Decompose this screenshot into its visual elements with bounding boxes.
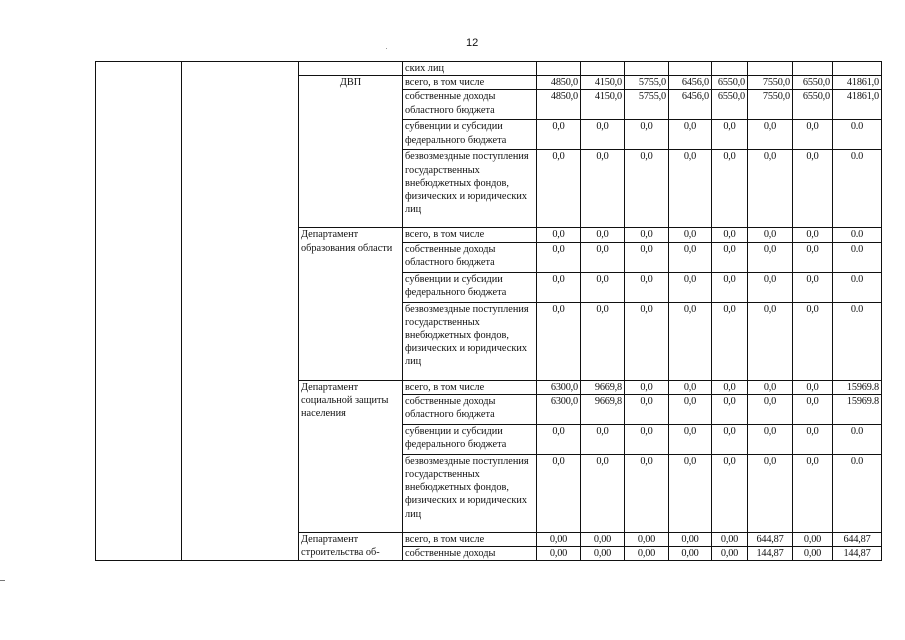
- year-value: 0,0: [625, 228, 669, 242]
- year-value: 0,0: [669, 454, 712, 532]
- year-value: 0,0: [625, 302, 669, 380]
- year-value: 5755,0: [625, 76, 669, 90]
- year-value: 0,0: [793, 424, 833, 454]
- year-value: 0,0: [748, 228, 793, 242]
- year-value: 4850,0: [537, 90, 581, 120]
- year-value: 0,0: [748, 380, 793, 394]
- year-value: 0,00: [537, 532, 581, 546]
- value-cell: [793, 62, 833, 76]
- year-value: 0,0: [712, 228, 748, 242]
- funding-source-label: собственные доходы областного бюджета: [403, 90, 537, 120]
- year-value: 0,0: [712, 272, 748, 302]
- year-value: 0,00: [669, 547, 712, 561]
- year-value: 0,0: [669, 242, 712, 272]
- year-value: 0,0: [669, 424, 712, 454]
- year-value: 0,0: [625, 394, 669, 424]
- year-value: 0,0: [625, 150, 669, 228]
- funding-source-label: собственные доходы областного бюджета: [403, 242, 537, 272]
- year-value: 0,0: [625, 454, 669, 532]
- year-value: 0,0: [793, 228, 833, 242]
- year-value: 0,0: [537, 242, 581, 272]
- year-value: 0,00: [581, 547, 625, 561]
- year-value: 0,0: [625, 424, 669, 454]
- department-name: Департамент строительства об-: [299, 532, 403, 560]
- funding-source-label: субвенции и субсидии федерального бюджета: [403, 120, 537, 150]
- total-value: 0.0: [833, 242, 882, 272]
- year-value: 0,0: [581, 228, 625, 242]
- blank-col-1: [96, 62, 182, 561]
- funding-source-label: субвенции и субсидии федерального бюджета: [403, 272, 537, 302]
- year-value: 9669,8: [581, 380, 625, 394]
- year-value: 644,87: [748, 532, 793, 546]
- total-value: 0.0: [833, 150, 882, 228]
- year-value: 0,0: [748, 302, 793, 380]
- funding-source-label: собственные доходы: [403, 547, 537, 561]
- year-value: 0,00: [712, 532, 748, 546]
- page-number: 12: [466, 37, 479, 49]
- year-value: 0,0: [669, 380, 712, 394]
- year-value: 6550,0: [793, 90, 833, 120]
- margin-mark: [0, 580, 5, 581]
- funding-source-label: всего, в том числе: [403, 532, 537, 546]
- year-value: 0,0: [712, 454, 748, 532]
- year-value: 0,00: [625, 547, 669, 561]
- year-value: 6456,0: [669, 76, 712, 90]
- year-value: 6300,0: [537, 380, 581, 394]
- year-value: 0,0: [669, 228, 712, 242]
- year-value: 0,0: [712, 302, 748, 380]
- year-value: 0,0: [748, 120, 793, 150]
- value-cell: [625, 62, 669, 76]
- year-value: 0,0: [669, 272, 712, 302]
- year-value: 0,0: [712, 424, 748, 454]
- year-value: 6550,0: [793, 76, 833, 90]
- year-value: 0,0: [712, 120, 748, 150]
- year-value: 0,0: [537, 302, 581, 380]
- year-value: 0,00: [537, 547, 581, 561]
- total-value: 0.0: [833, 424, 882, 454]
- year-value: 0,0: [712, 380, 748, 394]
- year-value: 0,0: [537, 150, 581, 228]
- year-value: 6550,0: [712, 90, 748, 120]
- year-value: 0,0: [581, 120, 625, 150]
- year-value: 0,00: [793, 547, 833, 561]
- year-value: 4850,0: [537, 76, 581, 90]
- year-value: 0,0: [712, 150, 748, 228]
- year-value: 0,0: [625, 380, 669, 394]
- year-value: 0,0: [748, 394, 793, 424]
- year-value: 0,0: [537, 120, 581, 150]
- year-value: 0,0: [793, 394, 833, 424]
- year-value: 0,0: [669, 394, 712, 424]
- year-value: 0,0: [625, 272, 669, 302]
- year-value: 0,00: [712, 547, 748, 561]
- department-name: Департамент социальной защиты населения: [299, 380, 403, 532]
- value-cell: [581, 62, 625, 76]
- year-value: 7550,0: [748, 90, 793, 120]
- year-value: 0,0: [625, 242, 669, 272]
- funding-source-label: собственные доходы областного бюджета: [403, 394, 537, 424]
- year-value: 0,0: [669, 150, 712, 228]
- scan-dot: [386, 48, 387, 49]
- total-value: 0.0: [833, 454, 882, 532]
- year-value: 4150,0: [581, 76, 625, 90]
- value-cell: [669, 62, 712, 76]
- year-value: 0,0: [793, 272, 833, 302]
- budget-table: [95, 61, 882, 561]
- funding-source-label: всего, в том числе: [403, 228, 537, 242]
- year-value: 0,0: [581, 454, 625, 532]
- total-value: 0.0: [833, 272, 882, 302]
- year-value: 6550,0: [712, 76, 748, 90]
- total-value: 41861,0: [833, 90, 882, 120]
- department-name: ДВП: [299, 76, 403, 228]
- year-value: 7550,0: [748, 76, 793, 90]
- year-value: 0,0: [712, 394, 748, 424]
- source-label: ских лиц: [403, 62, 537, 76]
- year-value: 0,0: [793, 120, 833, 150]
- year-value: 0,0: [537, 228, 581, 242]
- year-value: 0,0: [537, 272, 581, 302]
- total-value: 0.0: [833, 228, 882, 242]
- year-value: 0,0: [537, 424, 581, 454]
- total-value: 0.0: [833, 302, 882, 380]
- year-value: 0,0: [581, 242, 625, 272]
- year-value: 4150,0: [581, 90, 625, 120]
- budget-table-body: [96, 62, 882, 561]
- year-value: 6456,0: [669, 90, 712, 120]
- total-value: 644,87: [833, 532, 882, 546]
- year-value: 0,0: [669, 302, 712, 380]
- funding-source-label: безвозмездные поступления государственных внебюджетных фондов, физических и юридических лиц: [403, 150, 537, 228]
- year-value: 9669,8: [581, 394, 625, 424]
- table-row: [96, 62, 882, 76]
- year-value: 0,0: [625, 120, 669, 150]
- value-cell: [712, 62, 748, 76]
- year-value: 0,00: [625, 532, 669, 546]
- year-value: 0,0: [581, 150, 625, 228]
- year-value: 0,0: [748, 150, 793, 228]
- funding-source-label: субвенции и субсидии федерального бюджета: [403, 424, 537, 454]
- total-value: 15969.8: [833, 380, 882, 394]
- value-cell: [748, 62, 793, 76]
- department-name: Департамент образования области: [299, 228, 403, 380]
- funding-source-label: всего, в том числе: [403, 380, 537, 394]
- funding-source-label: безвозмездные поступления государственных внебюджетных фондов, физических и юридических лиц: [403, 454, 537, 532]
- blank-col-2: [182, 62, 299, 561]
- year-value: 0,0: [581, 424, 625, 454]
- year-value: 0,0: [537, 454, 581, 532]
- total-value: 0.0: [833, 120, 882, 150]
- year-value: 0,00: [793, 532, 833, 546]
- funding-source-label: всего, в том числе: [403, 76, 537, 90]
- year-value: 6300,0: [537, 394, 581, 424]
- total-value: 41861,0: [833, 76, 882, 90]
- year-value: 0,0: [712, 242, 748, 272]
- total-value: 144,87: [833, 547, 882, 561]
- year-value: 0,00: [581, 532, 625, 546]
- value-cell: [833, 62, 882, 76]
- year-value: 5755,0: [625, 90, 669, 120]
- year-value: 0,0: [748, 272, 793, 302]
- funding-source-label: безвозмездные поступления государственных внебюджетных фондов, физических и юридических лиц: [403, 302, 537, 380]
- year-value: 0,0: [793, 242, 833, 272]
- year-value: 0,0: [581, 272, 625, 302]
- year-value: 0,0: [793, 454, 833, 532]
- dept-cell-prev: [299, 62, 403, 76]
- year-value: 144,87: [748, 547, 793, 561]
- year-value: 0,0: [748, 454, 793, 532]
- year-value: 0,0: [748, 424, 793, 454]
- year-value: 0,00: [669, 532, 712, 546]
- value-cell: [537, 62, 581, 76]
- year-value: 0,0: [581, 302, 625, 380]
- total-value: 15969.8: [833, 394, 882, 424]
- year-value: 0,0: [793, 150, 833, 228]
- year-value: 0,0: [748, 242, 793, 272]
- year-value: 0,0: [669, 120, 712, 150]
- year-value: 0,0: [793, 302, 833, 380]
- year-value: 0,0: [793, 380, 833, 394]
